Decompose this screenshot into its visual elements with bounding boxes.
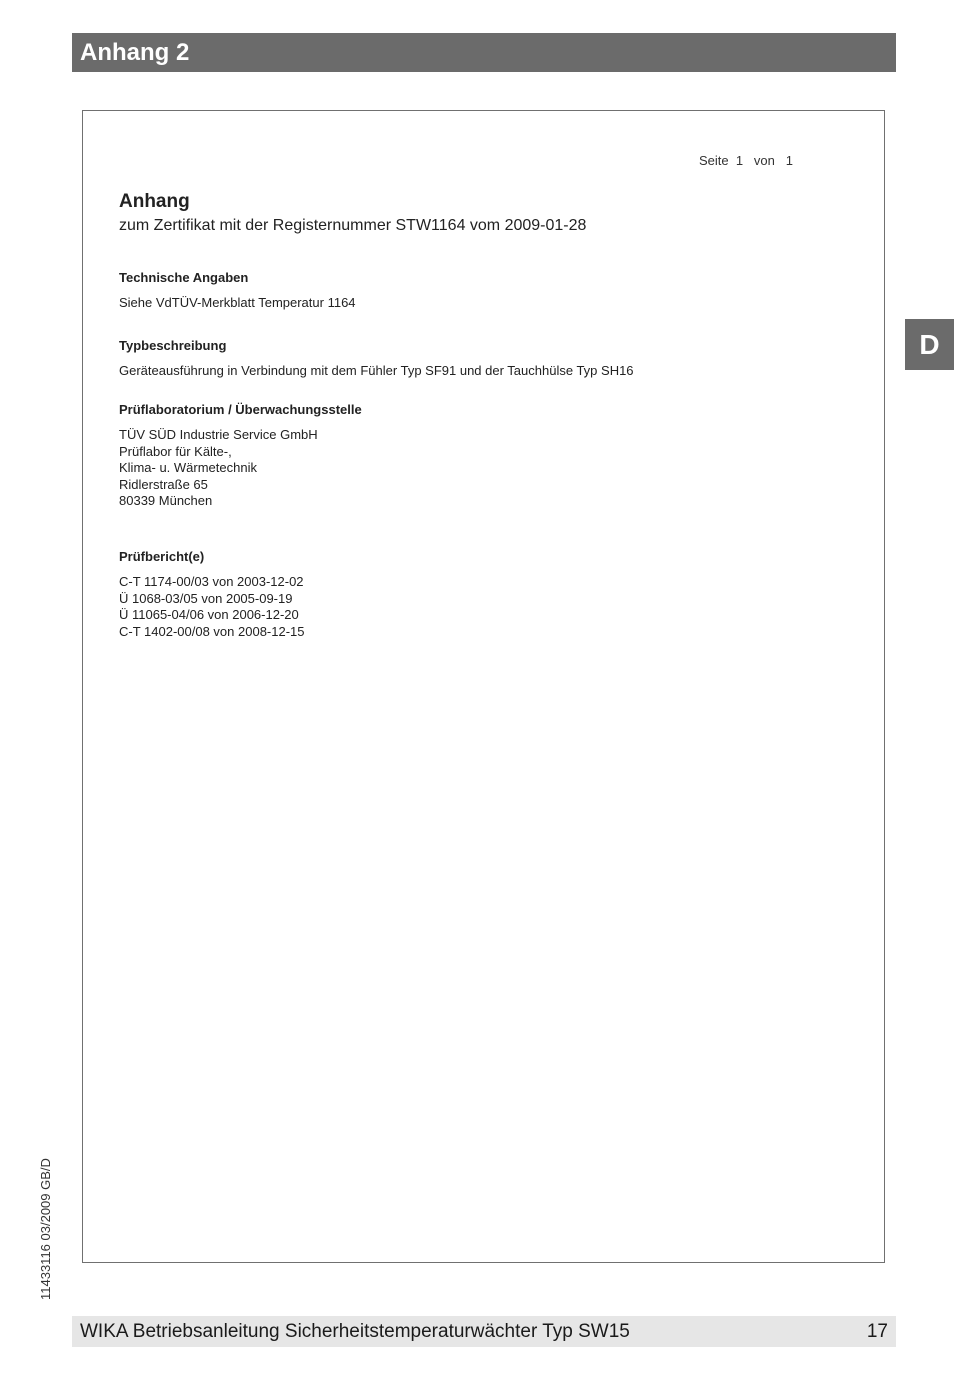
page-header — [72, 33, 896, 72]
section-body — [119, 363, 634, 380]
language-tab-label: D — [919, 329, 940, 360]
report-line: Ü 11065-04/06 von 2006-12-20 — [119, 607, 299, 622]
address-line: Ridlerstraße 65 — [119, 476, 208, 492]
address-line: 80339 München — [119, 493, 213, 508]
section-line: Siehe VdTÜV-Merkblatt Temperatur 1164 — [119, 295, 356, 310]
address-line: Prüflabor für Kälte-, — [119, 443, 232, 459]
report-line: C-T 1174-00/03 von 2003-12-02 — [119, 574, 304, 589]
address-line: Klima- u. Wärmetechnik — [119, 460, 257, 475]
report-line: C-T 1402-00/08 von 2008-12-15 — [119, 623, 305, 639]
section-line: Geräteausführung in Verbindung mit dem Fühler Typ SF91 und der Tauchhülse Typ SH16 — [119, 363, 634, 378]
document-title: Anhang — [119, 191, 190, 212]
address-line: TÜV SÜD Industrie Service GmbH — [119, 427, 318, 442]
section-test-laboratory — [119, 402, 362, 510]
header-title: Anhang 2 — [80, 39, 190, 66]
section-heading: Technische Angaben — [119, 270, 249, 285]
report-line: Ü 1068-03/05 von 2005-09-19 — [119, 590, 293, 606]
certificate-document — [82, 110, 885, 1263]
section-test-reports — [119, 549, 305, 640]
footer-text: WIKA Betriebsanleitung Sicherheitstemperaturwächter Typ SW15 — [80, 1320, 630, 1342]
page-indicator: Seite 1 von 1 — [699, 153, 793, 168]
section-heading: Prüflaboratorium / Überwachungsstelle — [119, 402, 362, 417]
document-code: 11433116 03/2009 GB/D — [38, 1158, 53, 1300]
section-heading: Typbeschreibung — [119, 338, 227, 353]
page-footer — [72, 1316, 896, 1347]
section-body — [119, 427, 362, 510]
section-body — [119, 574, 305, 640]
section-type-description — [119, 338, 634, 380]
section-body — [119, 295, 356, 312]
section-heading: Prüfbericht(e) — [119, 549, 205, 564]
language-tab — [905, 319, 954, 370]
document-subtitle: zum Zertifikat mit der Registernummer STW1164 vom 2009-01-28 — [119, 217, 587, 234]
section-technical-data — [119, 270, 356, 312]
footer-page-number: 17 — [866, 1320, 888, 1342]
